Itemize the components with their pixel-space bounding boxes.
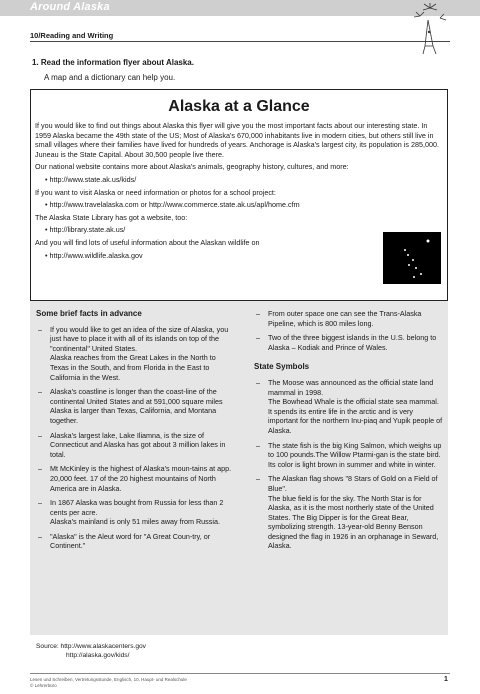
- source-line-2: http://alaska.gov/kids/: [66, 652, 130, 659]
- library-link[interactable]: • http://library.state.ak.us/: [45, 225, 126, 235]
- fact-item: – From outer space one can see the Trans-Alaska Pipeline, which is 800 miles long.: [256, 309, 422, 328]
- travel-link[interactable]: • http://www.travelalaska.com or http://www.commerce.state.ak.us/apl/home.cfm: [45, 200, 300, 210]
- flyer-body: [35, 121, 441, 263]
- footer-divider: [30, 673, 450, 674]
- big-dipper-image: [383, 232, 441, 284]
- source-line-1: Source: http://www.alaskacenters.gov: [36, 643, 146, 650]
- fact-item: – If you would like to get an idea of the size of Alaska, you just have to place it with all of its islands on top of the "continental" United States. Alaska reaches from the Great Lakes in the North to Texas in the South, and from Florida in the East to California in the West.: [38, 324, 229, 382]
- footer-credits: [30, 677, 187, 688]
- symbol-item: – The Moose was announced as the official state land mammal in 1998. The Bowhead Whale is the official state sea mammal. It spends its entire life in the arctic and is very important for the northern Inu-piaq and Yupik people of Alaska.: [256, 377, 443, 435]
- worksheet-title: Around Alaska: [30, 1, 110, 13]
- fact-item: – In 1867 Alaska was bought from Russia for less than 2 cents per acre. Alaska's mainland is only 51 miles away from Russia.: [38, 498, 224, 527]
- fact-item: – Mt McKinley is the highest of Alaska's moun-tains at app. 20,000 feet. 17 of the 20 highest mountains of North America are in Alaska.: [38, 464, 232, 493]
- fact-item: – Alaska's largest lake, Lake Iliamna, is the size of Connecticut and Alaska has got about 3 million lakes in total.: [38, 430, 226, 459]
- facts-heading: Some brief facts in advance: [36, 309, 142, 318]
- travel-intro: If you want to visit Alaska or need information or photos for a school project:: [35, 187, 276, 197]
- facts-right-column: [254, 309, 444, 556]
- fact-item: – Alaska's coastline is longer than the coast-line of the continental United States and at 591,000 square miles Alaska is larger than Texas, California, and Montana together.: [38, 387, 223, 425]
- fact-item: – Two of the three biggest islands in the U.S. belong to Alaska – Kodiak and Prince of Wales.: [256, 333, 437, 352]
- header-divider: [30, 41, 450, 42]
- flyer-intro: If you would like to find out things about Alaska this flyer will give you the most important facts about our interesting state. In 1959 Alaska became the 49th state of the US; Most of Alaska's 670,000 inhabitants live in modern cities, but others still live in small villages where their families have lived for hundreds of years. Anchorage is Alaska's largest city, its population is 285,000. Juneau is the State Capital. About 30,500 people live there.: [35, 121, 439, 159]
- flyer-box: [30, 89, 448, 301]
- library-intro: The Alaska State Library has got a website, too:: [35, 212, 188, 222]
- wildlife-link[interactable]: • http://www.wildlife.alaska.gov: [45, 250, 143, 260]
- task-hint: A map and a dictionary can help you.: [44, 73, 176, 82]
- facts-left-column: [36, 309, 236, 556]
- footer-line-2: © Lehrerbüro: [30, 682, 57, 688]
- website-link[interactable]: • http://www.state.ak.us/kids/: [45, 174, 137, 184]
- worksheet-subheader: 10/Reading and Writing: [30, 31, 114, 40]
- website-intro: Our national website contains more about Alaska's animals, geography history, cultures, and more:: [35, 162, 349, 172]
- symbols-heading: State Symbols: [254, 362, 310, 372]
- fact-item: – "Alaska" is the Aleut word for "A Great Coun-try, or Continent.": [38, 531, 211, 551]
- flyer-title: Alaska at a Glance: [168, 98, 310, 115]
- footer-line-1: Lesen und Schreiben, Vertretungsstunde, Englisch, 10, Haupt- und Realschule: [30, 677, 187, 682]
- facts-box: [30, 301, 448, 635]
- wildlife-intro: And you will find lots of useful information about the Alaskan wildlife on: [35, 237, 260, 247]
- page-number: 1: [444, 676, 448, 683]
- fireworks-illustration: [410, 2, 450, 56]
- source-note: [36, 642, 146, 660]
- task-instruction: 1. Read the information flyer about Alaska.: [32, 58, 194, 67]
- symbol-item: – The state fish is the big King Salmon, which weighs up to 100 pounds.The Willow Ptarmi-gan is the state bird. Its color is light brown in summer and white in winter.: [256, 440, 442, 469]
- symbol-item: – The Alaskan flag shows "8 Stars of Gold on a Field of Blue". The blue field is for the sky. The North Star is for Alaska, as it is the most northerly state of the United States. The Big Dipper is for the Great Bear, symbolizing strength. 13-year-old Benny Benson designed the flag in 1926 in an orphanage in Seward, Alaska.: [256, 474, 439, 551]
